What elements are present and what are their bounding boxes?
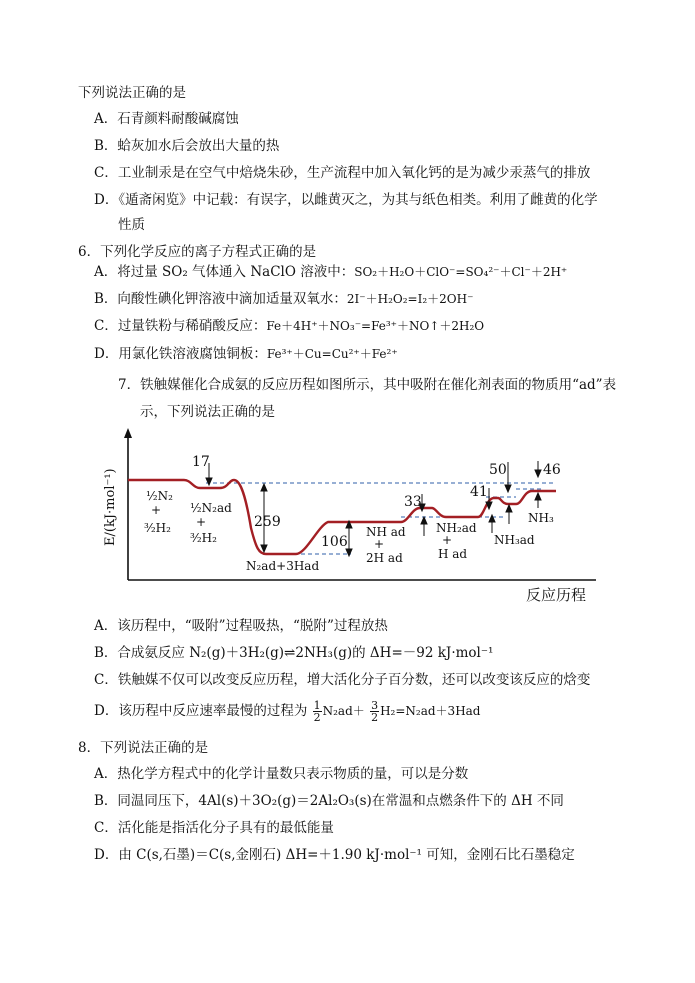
species-nhad: NH ad	[366, 525, 406, 539]
q8-option-a: A．热化学方程式中的化学计量数只表示物质的量，可以是分数	[94, 766, 469, 782]
species-start: ³⁄₂H₂	[144, 521, 171, 535]
value-label: 259	[254, 514, 281, 530]
q6-c-text: C．过量铁粉与稀硝酸反应：	[94, 318, 267, 334]
q8-option-c: C．活化能是指活化分子具有的最低能量	[94, 820, 334, 836]
x-axis-label: 反应历程	[526, 586, 587, 604]
fraction-one-half: $\frac{1}{2}$	[313, 699, 321, 724]
q7-option-a: A．该历程中，“吸附”过程吸热，“脱附”过程放热	[94, 618, 388, 634]
q6-option-c	[94, 317, 484, 335]
species-bottom: N₂ad+3Had	[246, 559, 320, 573]
value-label: 41	[470, 484, 488, 500]
q5-stem: 下列说法正确的是	[78, 85, 186, 101]
value-label: 46	[543, 462, 561, 478]
q8-stem: 8．下列说法正确的是	[78, 740, 209, 756]
q7-stem-cont: 示，下列说法正确的是	[140, 404, 275, 420]
q6-b-equation: 2I⁻＋H₂O₂=I₂＋2OH⁻	[346, 292, 474, 306]
species-n2ad: +	[196, 515, 207, 529]
species-nh2ad: H ad	[438, 547, 468, 561]
species-nhad: 2H ad	[366, 551, 403, 565]
q6-b-text: B．向酸性碘化钾溶液中滴加适量双氧水：	[94, 291, 347, 307]
q7-stem: 7．铁触媒催化合成氨的反应历程如图所示，其中吸附在催化剂表面的物质用“ad”表	[118, 377, 617, 393]
q8-option-b: B．同温同压下，4Al(s)＋3O₂(g)＝2Al₂O₃(s)在常温和点燃条件下的 ΔH 不同	[94, 793, 564, 809]
species-start: ½N₂	[146, 489, 173, 503]
q7-option-c: C．铁触媒不仅可以改变反应历程，增大活化分子百分数，还可以改变该反应的焓变	[94, 672, 591, 688]
energy-profile-diagram	[96, 428, 606, 608]
value-label: 17	[192, 454, 210, 470]
species-nh3ad: NH₃ad	[494, 533, 535, 547]
q6-stem: 6．下列化学反应的离子方程式正确的是	[78, 244, 317, 260]
species-nhad: +	[374, 537, 385, 551]
species-nh2ad: +	[442, 533, 453, 547]
y-axis-arrow	[124, 428, 132, 438]
q6-option-a	[94, 263, 567, 281]
q6-c-equation: Fe＋4H⁺＋NO₃⁻=Fe³⁺＋NO↑＋2H₂O	[266, 319, 485, 333]
q6-a-text: A．将过量 SO₂ 气体通入 NaClO 溶液中：	[94, 264, 355, 280]
q7-d-text: D．该历程中反应速率最慢的过程为	[94, 703, 308, 719]
species-nh2ad: NH₂ad	[436, 521, 477, 535]
value-label: 33	[404, 494, 422, 510]
q7-option-d	[94, 700, 481, 723]
value-label: 106	[321, 534, 348, 550]
y-axis-label: E/(kJ·mol⁻¹)	[103, 468, 118, 546]
fraction-three-halves: $\frac{3}{2}$	[371, 699, 379, 724]
species-n2ad: ³⁄₂H₂	[190, 531, 217, 545]
q7-option-b: B．合成氨反应 N₂(g)＋3H₂(g)⇌2NH₃(g)的 ΔH=－92 kJ·mol⁻¹	[94, 645, 494, 661]
q5-option-d-cont: 性质	[118, 217, 145, 233]
q6-option-b	[94, 290, 473, 308]
q8-option-d: D．由 C(s,石墨)＝C(s,金刚石) ΔH=＋1.90 kJ·mol⁻¹ 可知，金刚石比石墨稳定	[94, 847, 575, 863]
q6-option-d	[94, 345, 398, 363]
species-n2ad: ½N₂ad	[190, 501, 232, 515]
species-start: +	[151, 503, 162, 517]
q6-a-equation: SO₂＋H₂O＋ClO⁻=SO₄²⁻＋Cl⁻＋2H⁺	[354, 265, 568, 279]
value-label: 50	[489, 462, 507, 478]
q5-option-c: C．工业制汞是在空气中焙烧朱砂，生产流程中加入氧化钙的是为减少汞蒸气的排放	[94, 165, 591, 181]
q5-option-d: D．《遁斋闲览》中记载：有误字，以雌黄灭之，为其与纸色相类。利用了雌黄的化学	[94, 192, 598, 208]
q6-d-text: D．用氯化铁溶液腐蚀铜板：	[94, 346, 267, 362]
q6-d-equation: Fe³⁺＋Cu=Cu²⁺＋Fe²⁺	[266, 347, 398, 361]
q5-option-a: A．石青颜料耐酸碱腐蚀	[94, 111, 239, 127]
q5-option-b: B．蛤灰加水后会放出大量的热	[94, 138, 280, 154]
species-nh3: NH₃	[528, 511, 554, 525]
q7-d-eq-part1: N₂ad＋	[322, 704, 365, 718]
q7-d-eq-part2: H₂=N₂ad＋3Had	[380, 704, 481, 718]
